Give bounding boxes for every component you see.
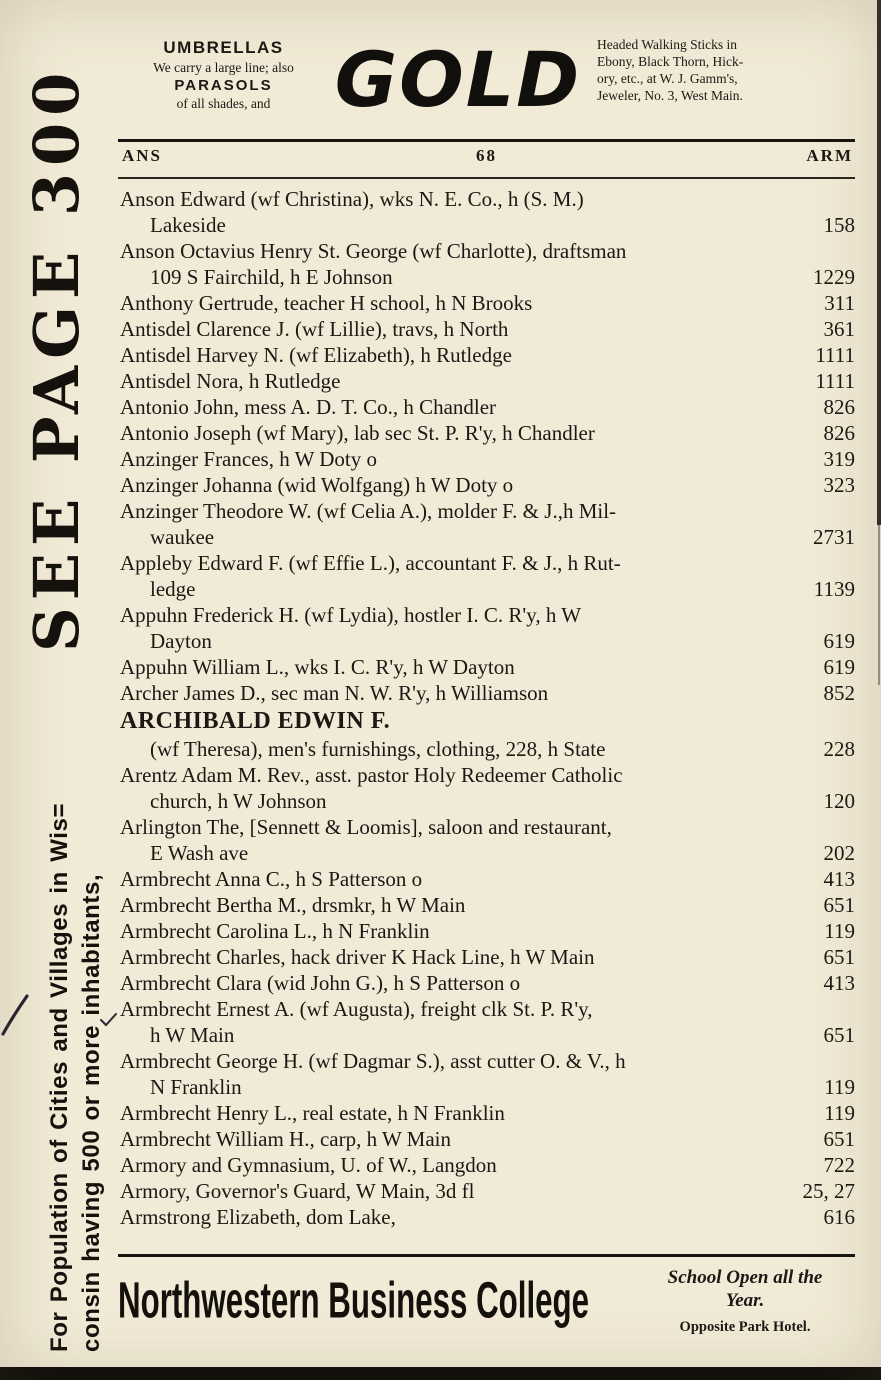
directory-entry [120, 316, 855, 342]
umbrellas-subline: We carry a large line; also [153, 60, 294, 75]
directory-entry [120, 892, 855, 918]
entry-line [120, 918, 855, 944]
entry-text: Anson Edward (wf Christina), wks N. E. Co., h (S. M.) [120, 187, 584, 211]
entry-text: Dayton [150, 629, 212, 653]
parasols-headline: PARASOLS [174, 77, 273, 94]
entry-number: 413 [823, 971, 855, 995]
entry-line [120, 472, 855, 498]
umbrellas-headline: UMBRELLAS [163, 38, 284, 57]
parasols-subline: of all shades, and [176, 96, 271, 111]
entry-text: N Franklin [150, 1075, 242, 1099]
directory-entry [120, 654, 855, 680]
entry-text: Armbrecht Henry L., real estate, h N Franklin [120, 1101, 505, 1125]
entry-line [120, 736, 855, 762]
entry-text: Antonio John, mess A. D. T. Co., h Chandler [120, 395, 497, 419]
directory-entry [120, 550, 855, 602]
entry-line [120, 840, 855, 866]
entry-text: Anson Octavius Henry St. George (wf Charlotte), draftsman [120, 239, 627, 263]
entry-line [120, 892, 855, 918]
entry-line [120, 680, 855, 706]
entry-text: Antonio Joseph (wf Mary), lab sec St. P. R'y, h Chandler [120, 421, 595, 445]
entry-text: Anthony Gertrude, teacher H school, h N Brooks [120, 291, 533, 315]
umbrellas-ad-text [126, 38, 321, 112]
entry-text: (wf Theresa), men's furnishings, clothing, 228, h State [150, 737, 606, 761]
directory-entry [120, 290, 855, 316]
population-note-line-2: consin having 500 or more inhabitants, [78, 873, 105, 1352]
entry-text: Antisdel Clarence J. (wf Lillie), travs, h North [120, 317, 509, 341]
entry-line [120, 706, 855, 736]
entry-line [120, 290, 855, 316]
entry-line [120, 420, 855, 446]
entry-text: Arlington The, [Sennett & Loomis], saloon and restaurant, [120, 815, 612, 839]
directory-entry [120, 472, 855, 498]
entry-number: 25, 27 [802, 1179, 855, 1203]
entry-text: Armbrecht Charles, hack driver K Hack Line, h W Main [120, 945, 595, 969]
directory-entry [120, 368, 855, 394]
entry-line [120, 368, 855, 394]
see-page-vertical-text: SEE PAGE 300 [20, 65, 93, 652]
entry-text: Anzinger Johanna (wid Wolfgang) h W Doty o [120, 473, 514, 497]
directory-entry [120, 680, 855, 706]
entry-line [120, 1178, 855, 1204]
directory-entry [120, 394, 855, 420]
directory-entry [120, 1204, 855, 1230]
top-advertisement [118, 30, 855, 134]
entry-text: Anzinger Theodore W. (wf Celia A.), molder F. & J.,h Mil- [120, 499, 617, 523]
directory-entry [120, 814, 855, 866]
entry-line [120, 550, 855, 576]
page-edge-shadow-bottom [0, 1367, 881, 1380]
population-note-line-1: For Population of Cities and Villages in Wis= [46, 802, 73, 1352]
entry-text: Armbrecht Anna C., h S Patterson o [120, 867, 423, 891]
entry-line [120, 498, 855, 524]
entry-number: 319 [823, 447, 855, 471]
bottom-rule [118, 1254, 855, 1257]
entry-number: 413 [823, 867, 855, 891]
entry-number: 119 [824, 919, 855, 943]
page-edge-shadow-right-2 [878, 525, 880, 685]
entry-line [120, 446, 855, 472]
entry-line [120, 944, 855, 970]
entry-number: 826 [823, 421, 855, 445]
entry-number: 651 [823, 893, 855, 917]
directory-entry [120, 706, 855, 762]
entry-number: 651 [823, 945, 855, 969]
entry-number: 311 [824, 291, 855, 315]
bottom-advertisement [118, 1266, 855, 1358]
entry-line [120, 628, 855, 654]
entry-text: Armbrecht Ernest A. (wf Augusta), freight clk St. P. R'y, [120, 997, 593, 1021]
entry-number: 651 [823, 1127, 855, 1151]
entry-line [120, 1100, 855, 1126]
entry-number: 202 [823, 841, 855, 865]
directory-entry [120, 1152, 855, 1178]
entry-text: Armory and Gymnasium, U. of W., Langdon [120, 1153, 497, 1177]
directory-entry [120, 918, 855, 944]
directory-entry [120, 238, 855, 290]
entry-line [120, 186, 855, 212]
tagline-note: Opposite Park Hotel. [679, 1319, 811, 1335]
population-note-vertical-text [44, 803, 108, 1352]
entry-text: church, h W Johnson [150, 789, 327, 813]
entry-text: E Wash ave [150, 841, 249, 865]
top-rule [118, 139, 855, 142]
entry-number: 361 [823, 317, 855, 341]
walking-sticks-line-1: Headed Walking Sticks in [597, 37, 738, 52]
entry-line [120, 1074, 855, 1100]
directory-entry [120, 186, 855, 238]
directory-entry [120, 944, 855, 970]
entry-text: Armbrecht George H. (wf Dagmar S.), asst cutter O. & V., h [120, 1049, 626, 1073]
directory-entry [120, 996, 855, 1048]
page-edge-shadow-right [877, 0, 881, 525]
entry-number: 323 [823, 473, 855, 497]
entry-number: 158 [823, 213, 855, 237]
business-college-title-text: Northwestern Business College [118, 1271, 590, 1329]
header-right-abbrev: ARM [806, 146, 853, 165]
entry-number: 228 [823, 737, 855, 761]
entry-line [120, 1204, 855, 1230]
directory-list [120, 186, 855, 1230]
entry-number: 619 [823, 655, 855, 679]
entry-text: h W Main [150, 1023, 235, 1047]
tagline-line-2: Year. [725, 1290, 765, 1311]
entry-line [120, 576, 855, 602]
tagline-line-1: School Open all the [667, 1267, 823, 1288]
entry-text: Anzinger Frances, h W Doty o [120, 447, 378, 471]
entry-line [120, 524, 855, 550]
entry-line [120, 264, 855, 290]
entry-line [120, 814, 855, 840]
entry-text: waukee [150, 525, 215, 549]
walking-sticks-line-2: Ebony, Black Thorn, Hick- [597, 54, 744, 69]
walking-sticks-line-4: Jeweler, No. 3, West Main. [597, 88, 743, 103]
entry-number: 1111 [815, 369, 855, 393]
entry-number: 1229 [813, 265, 855, 289]
entry-line [120, 788, 855, 814]
directory-entry [120, 1048, 855, 1100]
entry-number: 616 [823, 1205, 855, 1229]
pen-mark [0, 994, 30, 1036]
entry-line [120, 1022, 855, 1048]
entry-number: 119 [824, 1075, 855, 1099]
entry-number: 826 [823, 395, 855, 419]
directory-entry [120, 342, 855, 368]
directory-entry [120, 762, 855, 814]
entry-text: Appuhn Frederick H. (wf Lydia), hostler I. C. R'y, h W [120, 603, 582, 627]
walking-sticks-line-3: ory, etc., at W. J. Gamm's, [597, 71, 738, 86]
entry-number: 619 [823, 629, 855, 653]
directory-entry [120, 866, 855, 892]
directory-entry [120, 1100, 855, 1126]
entry-line [120, 316, 855, 342]
business-college-tagline [634, 1266, 856, 1336]
entry-line [120, 1048, 855, 1074]
entry-text: Appleby Edward F. (wf Effie L.), accountant F. & J., h Rut- [120, 551, 621, 575]
entry-line [120, 866, 855, 892]
entry-line [120, 394, 855, 420]
entry-line [120, 212, 855, 238]
entry-line [120, 1126, 855, 1152]
entry-number: 119 [824, 1101, 855, 1125]
entry-text: Archer James D., sec man N. W. R'y, h Williamson [120, 681, 549, 705]
header-left-abbrev: ANS [122, 146, 163, 165]
entry-line [120, 970, 855, 996]
entry-text: Antisdel Harvey N. (wf Elizabeth), h Rutledge [120, 343, 512, 367]
entry-number: 852 [823, 681, 855, 705]
entry-number: 2731 [813, 525, 855, 549]
entry-number: 651 [823, 1023, 855, 1047]
directory-entry [120, 446, 855, 472]
entry-line [120, 238, 855, 264]
entry-line [120, 654, 855, 680]
directory-entry [120, 1126, 855, 1152]
entry-number: 120 [823, 789, 855, 813]
entry-number: 1111 [815, 343, 855, 367]
entry-text: Appuhn William L., wks I. C. R'y, h W Dayton [120, 655, 515, 679]
gold-logo: GOLD [334, 35, 582, 124]
entry-text: 109 S Fairchild, h E Johnson [150, 265, 393, 289]
entry-text: Armstrong Elizabeth, dom Lake, [120, 1205, 396, 1229]
directory-entry [120, 602, 855, 654]
entry-text: Armbrecht Clara (wid John G.), h S Patterson o [120, 971, 521, 995]
entry-line [120, 762, 855, 788]
directory-entry [120, 498, 855, 550]
entry-number: 722 [823, 1153, 855, 1177]
directory-entry [120, 970, 855, 996]
pen-tick-mark [100, 1012, 117, 1027]
entry-text: Arentz Adam M. Rev., asst. pastor Holy Redeemer Catholic [120, 763, 623, 787]
header-rule [118, 177, 855, 179]
entry-text: Armbrecht Bertha M., drsmkr, h W Main [120, 893, 466, 917]
page-number: 68 [476, 146, 497, 165]
column-header [118, 146, 855, 172]
directory-entry [120, 1178, 855, 1204]
entry-line [120, 342, 855, 368]
entry-line [120, 602, 855, 628]
entry-line [120, 1152, 855, 1178]
entry-text: ledge [150, 577, 196, 601]
walking-sticks-ad-text [597, 36, 855, 104]
entry-text: Antisdel Nora, h Rutledge [120, 369, 341, 393]
entry-line [120, 996, 855, 1022]
entry-number: 1139 [813, 577, 855, 601]
entry-text: Armory, Governor's Guard, W Main, 3d fl [120, 1179, 475, 1203]
entry-text: Armbrecht Carolina L., h N Franklin [120, 919, 430, 943]
directory-entry [120, 420, 855, 446]
entry-text: Lakeside [150, 213, 226, 237]
entry-text: ARCHIBALD EDWIN F. [120, 708, 391, 734]
entry-text: Armbrecht William H., carp, h W Main [120, 1127, 451, 1151]
